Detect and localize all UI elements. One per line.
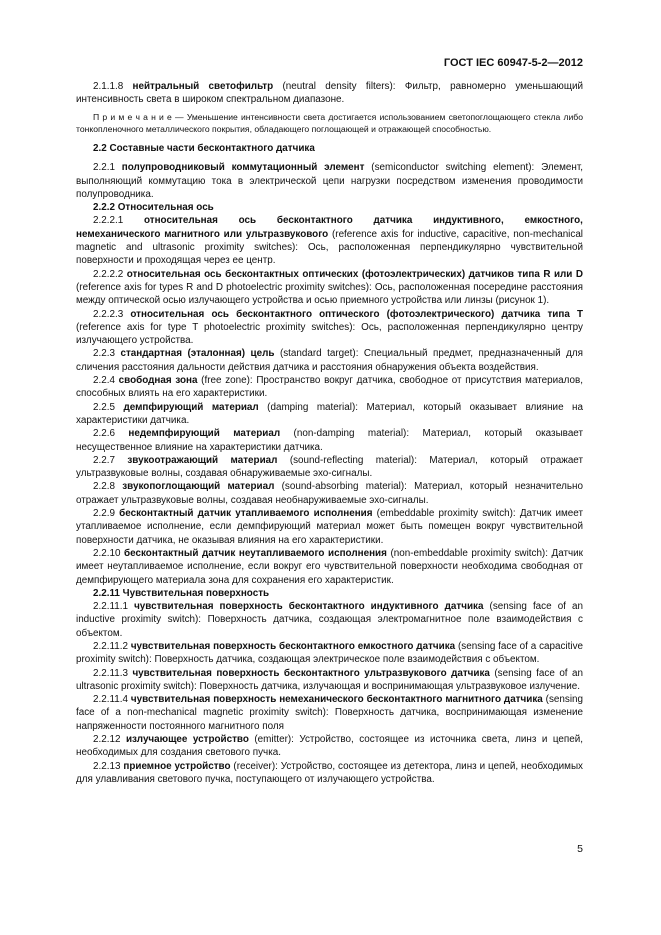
subsection-heading-2-2-2: 2.2.2 Относительная ось [93, 202, 214, 214]
clause-2-1-1-8 [76, 80, 583, 107]
definition: (free zone): Пространство вокруг датчика, свободное от присутствия материалов, способных влиять на его характеристики. [76, 375, 583, 400]
term: излучающее устройство [125, 734, 249, 746]
term: чувствительная поверхность бесконтактного индуктивного датчика [134, 601, 484, 613]
definition: (neutral density filters): Фильтр, равномерно уменьшающий интенсивность света в широком спектральном диапазоне. [76, 81, 583, 106]
clause-2-2-11-2 [76, 640, 583, 667]
clause-number: 2.2.11.3 [93, 667, 128, 679]
clause-number: 2.2.9 [93, 508, 115, 520]
definition: (sensing face of a non-mechanical magnetic proximity switch): Поверхность датчика, воспринимающая изменение напряженности постоянного магнитного поля [76, 694, 583, 732]
note: П р и м е ч а н и е — Уменьшение интенсивности света достигается использованием светопоглощающего стекла либо тонкопленочного металлического покрытия, обладающего поглощающей и отражающей способностью. [76, 111, 583, 134]
definition: (sensing face of an ultrasonic proximity switch): Поверхность датчика, излучающая и воспринимающая ультразвуковое излучение. [76, 667, 584, 692]
definition: (embeddable proximity switch): Датчик имеет утапливаемое исполнение, если демпфирующий материал может быть помещен вокруг чувствительной поверхности датчика, не оказывая влияния на его характеристики. [76, 508, 583, 546]
definition: (semiconductor switching element): Элемент, выполняющий коммутацию тока в электрической цепи нагрузки посредством изменения проводимости полупроводника. [76, 162, 583, 200]
term-word: индуктивного, [433, 215, 504, 227]
term: бесконтактный датчик утапливаемого исполнения [119, 508, 373, 520]
clause-number: 2.2.2.3 [93, 308, 124, 320]
clause-number: 2.2.11.4 [93, 694, 128, 706]
term-word: емкостного, [524, 215, 583, 227]
clause-2-2-12 [76, 733, 583, 760]
definition: (sensing face of an inductive proximity switch): Поверхность датчика, создающая электромагнитное поле взаимодействия с объектом. [76, 601, 583, 639]
clause-number: 2.1.1.8 [93, 81, 124, 92]
document-body [76, 80, 583, 786]
clause-2-2-1 [76, 161, 583, 201]
clause-number: 2.2.10 [93, 547, 121, 559]
clause-2-2-2-1 [76, 214, 583, 267]
term-word: относительная [143, 215, 218, 227]
term: приемное устройство [123, 760, 231, 772]
clause-continuation [76, 228, 583, 268]
definition: (damping material): Материал, который оказывает влияние на характеристики датчика. [76, 401, 583, 426]
document-header: ГОСТ IEC 60947-5-2—2012 [443, 57, 583, 69]
page-number: 5 [577, 843, 583, 855]
clause-2-2-2-2 [76, 268, 583, 308]
clause-2-2-5 [76, 401, 583, 428]
clause-2-2-13 [76, 760, 583, 787]
clause-number: 2.2.11.2 [93, 640, 128, 652]
definition: (sound-absorbing material): Материал, который незначительно отражает ультразвуковые волны, создавая необнаруживаемые эхо-сигналы. [76, 481, 583, 506]
definition: (reference axis for types R and D photoelectric proximity switches): Ось, расположенная посередине расстояния между оптической осью излучающего устройства и осью приемного устройства или линзы (рисунок 1). [76, 281, 583, 307]
clause-number: 2.2.1 [93, 162, 115, 174]
term: бесконтактный датчик неутапливаемого исполнения [124, 547, 387, 559]
term: демпфирующий материал [123, 401, 259, 413]
term: нейтральный светофильтр [132, 81, 274, 92]
term: относительная ось бесконтактных оптических (фотоэлектрических) датчиков типа R или D [126, 268, 583, 280]
term: свободная зона [118, 375, 198, 387]
clause-number: 2.2.12 [93, 734, 121, 746]
clause-number: 2.2.4 [93, 375, 115, 387]
clause-2-2-6 [76, 427, 583, 454]
clause-number: 2.2.2.1 [93, 215, 124, 227]
clause-2-2-8 [76, 480, 583, 507]
definition: (reference axis for inductive, capacitive, non-mechanical magnetic and ultrasonic proximity switches): Ось, расположенная перпендикулярно чувствительной поверхности и проходящая через ее центр. [76, 228, 584, 267]
clause-2-2-2-3 [76, 308, 583, 348]
term: полупроводниковый коммутационный элемент [121, 162, 365, 174]
clause-2-2-11-4 [76, 693, 583, 733]
clause-first-line [76, 214, 583, 227]
clause-2-2-11-1 [76, 600, 583, 640]
term-word: ось [238, 215, 257, 227]
term-word: датчика [373, 215, 413, 227]
clause-2-2-10 [76, 547, 583, 587]
definition: (sensing face of a capacitive proximity switch): Поверхность датчика, создающая электрическое поле взаимодействия с объектом. [76, 640, 583, 666]
term: звукоотражающий материал [127, 454, 278, 466]
clause-number: 2.2.8 [93, 481, 115, 493]
clause-2-2-9 [76, 507, 583, 547]
definition: (reference axis for type T photoelectric proximity switches): Ось, расположенная перпендикулярно центру излучающего устройства. [76, 321, 583, 347]
section-heading-2-2: 2.2 Составные части бесконтактного датчика [93, 143, 315, 154]
clause-number: 2.2.7 [93, 454, 115, 466]
clause-number: 2.2.2.2 [93, 268, 124, 280]
term: недемпфирующий материал [128, 428, 281, 440]
definition: (emitter): Устройство, состоящее из источника света, линз и цепей, необходимых для создания светового пучка. [76, 734, 583, 759]
term: чувствительная поверхность бесконтактного емкостного датчика [130, 640, 456, 652]
clause-number: 2.2.6 [93, 428, 115, 440]
clause-number: 2.2.11.1 [93, 601, 128, 613]
clause-2-2-3 [76, 347, 583, 374]
term: стандартная (эталонная) цель [120, 348, 275, 360]
clause-2-2-4 [76, 374, 583, 401]
definition: (non-damping material): Материал, который оказывает несущественное влияние на характеристики датчика. [76, 428, 583, 453]
clause-number: 2.2.13 [93, 760, 121, 772]
definition: (non-embeddable proximity switch): Датчик имеет неутапливаемое исполнение, если вокруг его чувствительной поверхности необходима свободная от демпфирующего материала зона для сохранения его характеристик. [76, 547, 584, 586]
term: чувствительная поверхность бесконтактного ультразвукового датчика [132, 667, 490, 679]
term: чувствительная поверхность немеханического бесконтактного магнитного датчика [130, 694, 543, 706]
clause-number: 2.2.5 [93, 401, 115, 413]
subsection-heading-2-2-11: 2.2.11 Чувствительная поверхность [93, 587, 270, 599]
definition: (receiver): Устройство, состоящее из детектора, линз и цепей, необходимых для улавливания светового пучка, поступающего от излучающего устройства. [76, 760, 583, 785]
definition: (standard target): Специальный предмет, предназначенный для сличения расстояния дальности действия датчика и расстояния обнаружения объекта воздействия. [76, 348, 583, 373]
definition: (sound-reflecting material): Материал, который отражает ультразвуковые волны, создавая обнаруживаемые эхо-сигналы. [76, 454, 583, 480]
clause-2-2-7 [76, 454, 583, 481]
term: относительная ось бесконтактного оптического (фотоэлектрического) датчика типа T [130, 308, 584, 320]
clause-number: 2.2.3 [93, 348, 115, 360]
term: звукопоглощающий материал [122, 481, 275, 493]
term-word: бесконтактного [276, 215, 353, 227]
clause-2-2-11-3 [76, 667, 583, 694]
term: немеханического магнитного или ультразвукового [76, 228, 329, 240]
